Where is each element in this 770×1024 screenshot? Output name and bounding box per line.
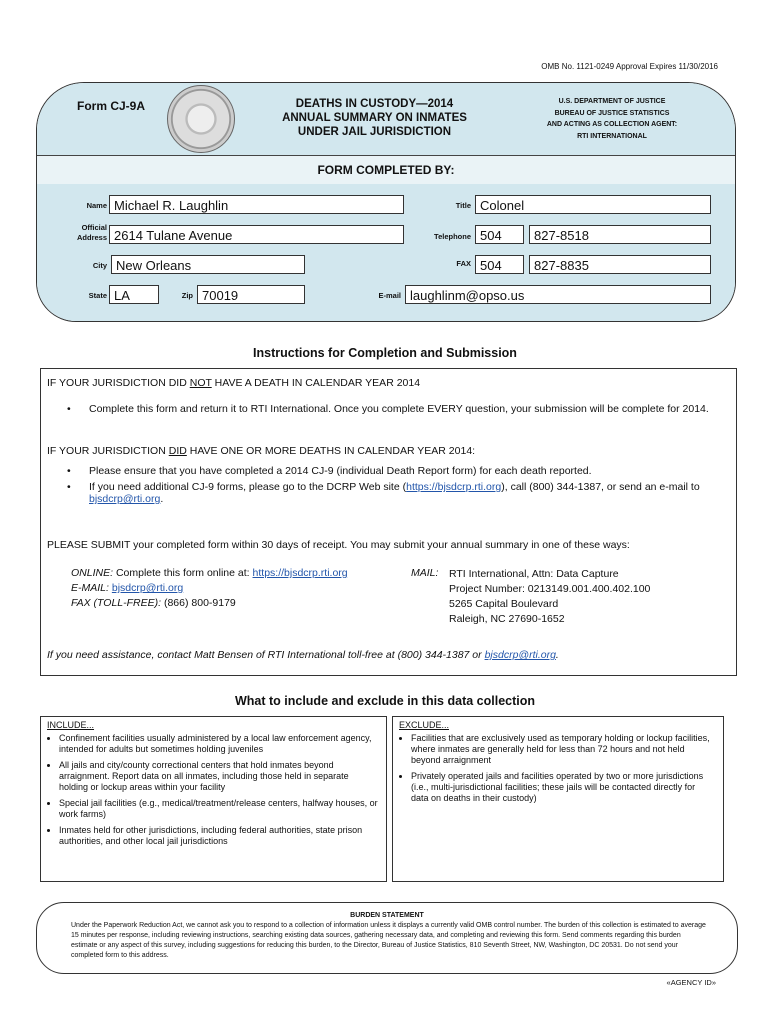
city-label: City xyxy=(92,261,107,270)
name-field[interactable]: Michael R. Laughlin xyxy=(109,195,404,214)
include-item: • Confinement facilities usually administered by a local law enforcement agency, intended for adults but sometimes holding juveniles xyxy=(59,733,378,755)
address-field[interactable]: 2614 Tulane Avenue xyxy=(109,225,404,244)
bullet-cj9: • Please ensure that you have completed a 2014 CJ-9 (individual Death Report form) for each death reported. xyxy=(67,465,592,477)
form-completed-by-band: FORM COMPLETED BY: xyxy=(37,155,735,185)
include-item: • Inmates held for other jurisdictions, including federal authorities, state prison authorities, and other local jail jurisdictions xyxy=(59,825,378,847)
exclude-item: • Privately operated jails and facilities operated by two or more jurisdictions (i.e., multi-jurisdictional facilities; these jails will be contacted directly for data on deaths in their custody) xyxy=(411,771,715,804)
address-label: Official Address xyxy=(76,223,107,242)
mail-label: MAIL: xyxy=(411,567,439,579)
burden-title: BURDEN STATEMENT xyxy=(350,912,424,919)
burden-statement xyxy=(36,902,738,974)
city-field[interactable]: New Orleans xyxy=(111,255,305,274)
name-label: Name xyxy=(86,201,107,210)
bullet-complete: • Complete this form and return it to RTI International. Once you complete EVERY question, your submission will be complete for 2014. xyxy=(67,403,709,415)
form-id: Form CJ-9A xyxy=(77,99,146,113)
doj-seal-icon xyxy=(167,85,235,153)
include-item: • All jails and city/county correctional centers that hold inmates beyond arraignment. Report data on all inmates, including those held in separate holding or lockup areas within your facility xyxy=(59,760,378,793)
zip-field[interactable]: 70019 xyxy=(197,285,305,304)
telephone-label: Telephone xyxy=(434,232,471,241)
instructions-heading: Instructions for Completion and Submission xyxy=(253,346,517,360)
fax-line: FAX (TOLL-FREE): (866) 800-9179 xyxy=(71,597,236,609)
burden-text: Under the Paperwork Reduction Act, we cannot ask you to respond to a collection of information unless it displays a currently valid OMB control number. The burden of this collection is estimated to average 15 minutes per response, including reviewing instructions, searching existing data sources, gathering necessary data, and completing and reviewing this form. Send comments regarding this burden estimate or any aspect of this survey, including suggestions for reducing this burden, to the Director, Bureau of Justice Statistics, 810 Seventh Street, NW, Washington, DC 20531. Do not send your completed form to this address. xyxy=(71,922,706,959)
submit-line: PLEASE SUBMIT your completed form within 30 days of receipt. You may submit your annual summary in one of these ways: xyxy=(47,539,630,551)
online-line: ONLINE: Complete this form online at: https://bjsdcrp.rti.org xyxy=(71,567,348,579)
agency-block: U.S. DEPARTMENT OF JUSTICE BUREAU OF JUSTICE STATISTICS AND ACTING AS COLLECTION AGENT: RTI INTERNATIONAL xyxy=(546,98,678,140)
mail-address: RTI International, Attn: Data Capture Project Number: 0213149.001.400.402.100 5265 Capital Boulevard Raleigh, NC 27690-1652 xyxy=(449,568,651,625)
omb-number: OMB No. 1121-0249 Approval Expires 11/30/2016 xyxy=(541,62,718,71)
fax-label: FAX xyxy=(456,259,471,268)
title-field[interactable]: Colonel xyxy=(475,195,711,214)
collection-heading: What to include and exclude in this data collection xyxy=(234,694,536,708)
instructions-box xyxy=(40,368,737,676)
include-item: • Special jail facilities (e.g., medical/treatment/release centers, halfway houses, or work farms) xyxy=(59,798,378,820)
fax-number-field[interactable]: 827-8835 xyxy=(529,255,711,274)
include-box xyxy=(40,716,387,882)
include-label: INCLUDE... xyxy=(47,720,95,730)
email-line: E-MAIL: bjsdcrp@rti.org xyxy=(71,582,184,594)
zip-label: Zip xyxy=(181,291,193,300)
bullet-additional-forms: • If you need additional CJ-9 forms, please go to the DCRP Web site (https://bjsdcrp.rti.org), call (800) 344-1387, or send an e-mail to bjsdcrp@rti.org. xyxy=(67,481,700,505)
exclude-item: • Facilities that are exclusively used as temporary holding or lockup facilities, where inmates are generally held for less than 72 hours and not held beyond arraignment xyxy=(411,733,715,766)
no-death-line: IF YOUR JURISDICTION DID NOT HAVE A DEATH IN CALENDAR YEAR 2014 xyxy=(47,377,421,389)
dcrp-link[interactable]: https://bjsdcrp.rti.org xyxy=(406,481,502,493)
fax-area-field[interactable]: 504 xyxy=(475,255,524,274)
email-field[interactable]: laughlinm@opso.us xyxy=(405,285,711,304)
online-link[interactable]: https://bjsdcrp.rti.org xyxy=(252,567,348,579)
email-label: E-mail xyxy=(378,291,401,300)
agency-id: «AGENCY ID» xyxy=(666,978,716,987)
exclude-label: EXCLUDE... xyxy=(399,720,450,730)
assist-email-link[interactable]: bjsdcrp@rti.org xyxy=(484,649,556,661)
telephone-number-field[interactable]: 827-8518 xyxy=(529,225,711,244)
title-label: Title xyxy=(455,201,471,210)
bjsdcrp-email-link[interactable]: bjsdcrp@rti.org xyxy=(89,493,161,505)
did-death-line: IF YOUR JURISDICTION DID HAVE ONE OR MORE DEATHS IN CALENDAR YEAR 2014: xyxy=(47,445,476,457)
form-header xyxy=(36,82,736,322)
state-label: State xyxy=(88,291,107,300)
exclude-box xyxy=(392,716,724,882)
form-title: DEATHS IN CUSTODY—2014 ANNUAL SUMMARY ON INMATES UNDER JAIL JURISDICTION xyxy=(282,98,467,138)
assistance-line: If you need assistance, contact Matt Bensen of RTI International toll-free at (800) 344-1387 or bjsdcrp@rti.org. xyxy=(47,649,559,661)
state-field[interactable]: LA xyxy=(109,285,159,304)
email-link[interactable]: bjsdcrp@rti.org xyxy=(111,582,184,594)
telephone-area-field[interactable]: 504 xyxy=(475,225,524,244)
